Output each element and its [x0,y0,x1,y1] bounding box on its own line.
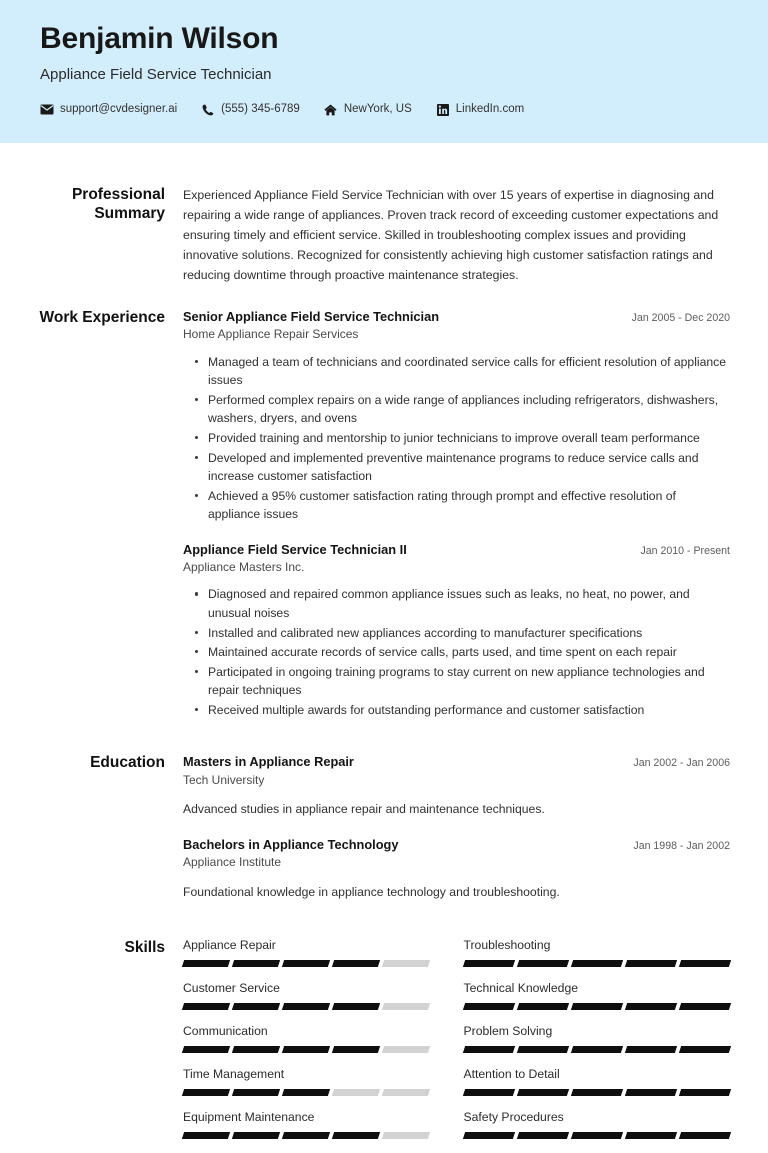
skill-level-segment [679,1003,731,1010]
list-item: Maintained accurate records of service calls, parts used, and time spent on each repair [208,643,730,662]
skill-level-bar [183,1003,429,1010]
list-item: Developed and implemented preventive maintenance programs to reduce service calls and increase customer satisfaction [208,449,730,486]
skill-level-segment [182,1132,230,1139]
contact-email-text: support@cvdesigner.ai [60,102,178,115]
skill-level-segment [516,1003,568,1010]
skill-name: Equipment Maintenance [183,1109,315,1124]
skill-level-segment [232,1046,280,1053]
education-entry-date: Jan 2002 - Jan 2006 [633,757,730,770]
section-label-summary: Professional Summary [71,186,165,223]
work-entry-title: Appliance Field Service Technician II [183,541,407,557]
summary-text: Experienced Appliance Field Service Technician with over 15 years of expertise in diagnosing and repairing a wide range of appliances. Proven track record of exceeding customer expectations and ensuring timely and efficient service. Skilled in troubleshooting complex issues and providing innovative solutions. Recognized for consistently achieving high customer satisfaction ratings and reducing downtime through proactive maintenance strategies. [183,188,719,283]
candidate-name: Benjamin Wilson [40,22,279,55]
skill-level-bar [183,960,429,967]
section-label-skills: Skills [124,939,165,957]
skill-name: Troubleshooting [463,938,551,953]
work-entry-organization: Appliance Masters Inc. [183,560,305,575]
skill-level-segment [462,960,514,967]
work-entry [183,541,730,720]
skill-level-bar [183,1089,429,1096]
skill-level-segment [571,1046,623,1053]
work-entry-date: Jan 2005 - Dec 2020 [631,312,730,325]
work-entry [183,308,730,524]
skill-level-bar [183,1046,429,1053]
skill-name: Attention to Detail [463,1067,560,1082]
contact-location-text: NewYork, US [343,102,412,115]
list-item: Received multiple awards for outstanding performance and customer satisfaction [208,701,730,720]
skill-level-segment [625,1132,677,1139]
education-entry-head [183,753,730,770]
skill-level-segment [679,960,731,967]
list-item: Managed a team of technicians and coordinated service calls for efficient resolution of appliance issues [208,353,730,390]
skill-item [457,1024,731,1053]
skill-level-segment [282,1046,330,1053]
skill-name: Time Management [183,1067,285,1082]
skill-level-segment [679,1132,731,1139]
skills-body [165,938,768,1152]
skill-item [457,1067,731,1096]
skill-level-segment [679,1089,731,1096]
skill-level-segment [516,1132,568,1139]
skill-level-segment [332,1132,380,1139]
work-entry-date: Jan 2010 - Present [640,544,730,557]
skill-level-segment [332,1046,380,1053]
education-entry-description: Foundational knowledge in appliance technology and troubleshooting. [183,884,560,899]
skill-item [183,981,457,1010]
skill-item [183,1110,457,1139]
work-entry-title: Senior Appliance Field Service Technician [183,309,440,325]
skill-level-segment [679,1046,731,1053]
section-work-experience [0,308,768,723]
contact-linkedin[interactable] [436,103,524,116]
contact-phone[interactable] [201,103,300,116]
contact-email[interactable] [40,103,177,116]
skill-level-bar [464,1003,731,1010]
section-label-work: Work Experience [39,309,165,327]
work-entry-bullets [183,353,730,524]
skills-grid [183,938,730,1152]
contact-phone-text: (555) 345-6789 [221,102,300,115]
work-entry-head [183,541,730,558]
skill-level-bar [183,1132,429,1139]
skill-level-segment [381,1089,429,1096]
contact-location [324,103,412,116]
skill-level-segment [232,1132,280,1139]
phone-icon [201,103,215,116]
skill-level-segment [381,960,429,967]
skill-level-segment [462,1132,514,1139]
skill-level-segment [625,1089,677,1096]
skill-level-segment [571,1089,623,1096]
summary-body [165,185,768,285]
home-icon [324,103,338,116]
skill-level-segment [282,1132,330,1139]
skill-level-bar [464,1089,731,1096]
envelope-icon [40,103,54,116]
skill-name: Appliance Repair [183,938,276,953]
contact-row [40,103,768,116]
section-education [0,753,768,905]
skill-level-segment [282,960,330,967]
skill-level-segment [332,1003,380,1010]
list-item: Provided training and mentorship to junior technicians to improve overall team performance [208,429,730,448]
skill-item [183,938,457,967]
skill-level-segment [381,1046,429,1053]
skill-name: Communication [183,1024,268,1039]
skill-name: Technical Knowledge [463,981,579,996]
skill-level-segment [182,960,230,967]
resume-header [0,0,768,143]
skill-level-segment [571,1132,623,1139]
skill-level-segment [625,1003,677,1010]
skill-level-segment [462,1003,514,1010]
skill-level-segment [462,1089,514,1096]
skill-level-segment [332,960,380,967]
education-entry-title: Masters in Appliance Repair [183,754,354,770]
skill-level-segment [232,1003,280,1010]
education-entry-head [183,836,730,853]
skill-level-segment [516,1089,568,1096]
skill-level-segment [182,1003,230,1010]
list-item: Installed and calibrated new appliances according to manufacturer specifications [208,624,730,643]
section-professional-summary [0,185,768,285]
list-item: Performed complex repairs on a wide range of appliances including refrigerators, dishwashers, washers, dryers, and ovens [208,391,730,428]
education-entry-organization: Tech University [183,772,265,787]
list-item: Participated in ongoing training programs to stay current on new appliance technologies and repair techniques [208,663,730,700]
education-body [165,753,768,905]
work-entry-bullets [183,585,730,719]
education-entry-title: Bachelors in Appliance Technology [183,836,399,852]
education-entry [183,836,730,902]
work-entry-organization: Home Appliance Repair Services [183,327,359,342]
section-label-education: Education [90,754,165,772]
linkedin-icon [436,103,450,116]
skill-level-bar [464,960,731,967]
candidate-job-title: Appliance Field Service Technician [40,66,272,83]
skill-level-segment [332,1089,380,1096]
skill-level-segment [381,1132,429,1139]
skill-level-segment [571,960,623,967]
skill-level-segment [462,1046,514,1053]
skill-item [457,1110,731,1139]
skill-level-segment [282,1089,330,1096]
skill-level-segment [625,1046,677,1053]
education-entry-organization: Appliance Institute [183,855,282,870]
skill-level-segment [625,960,677,967]
skill-level-segment [516,960,568,967]
education-entry-date: Jan 1998 - Jan 2002 [633,839,730,852]
skill-level-segment [182,1089,230,1096]
skill-level-segment [571,1003,623,1010]
skill-level-segment [381,1003,429,1010]
skill-item [457,938,731,967]
education-entry-description: Advanced studies in appliance repair and maintenance techniques. [183,801,545,816]
skill-item [183,1067,457,1096]
skill-item [457,981,731,1010]
skill-level-segment [232,960,280,967]
skill-level-segment [182,1046,230,1053]
section-skills [0,938,768,1152]
education-entry [183,753,730,819]
skill-level-bar [464,1046,731,1053]
skill-name: Safety Procedures [463,1109,564,1124]
skill-name: Customer Service [183,981,280,996]
work-entry-head [183,308,730,325]
skill-level-bar [464,1132,731,1139]
list-item: Achieved a 95% customer satisfaction rating through prompt and effective resolution of appliance issues [208,487,730,524]
skill-item [183,1024,457,1053]
list-item: Diagnosed and repaired common appliance issues such as leaks, no heat, no power, and unusual noises [208,585,730,622]
contact-linkedin-text: LinkedIn.com [455,102,525,115]
skill-level-segment [282,1003,330,1010]
skill-level-segment [232,1089,280,1096]
skill-level-segment [516,1046,568,1053]
resume-body [0,185,768,1153]
work-body [165,308,768,723]
skill-name: Problem Solving [463,1024,553,1039]
